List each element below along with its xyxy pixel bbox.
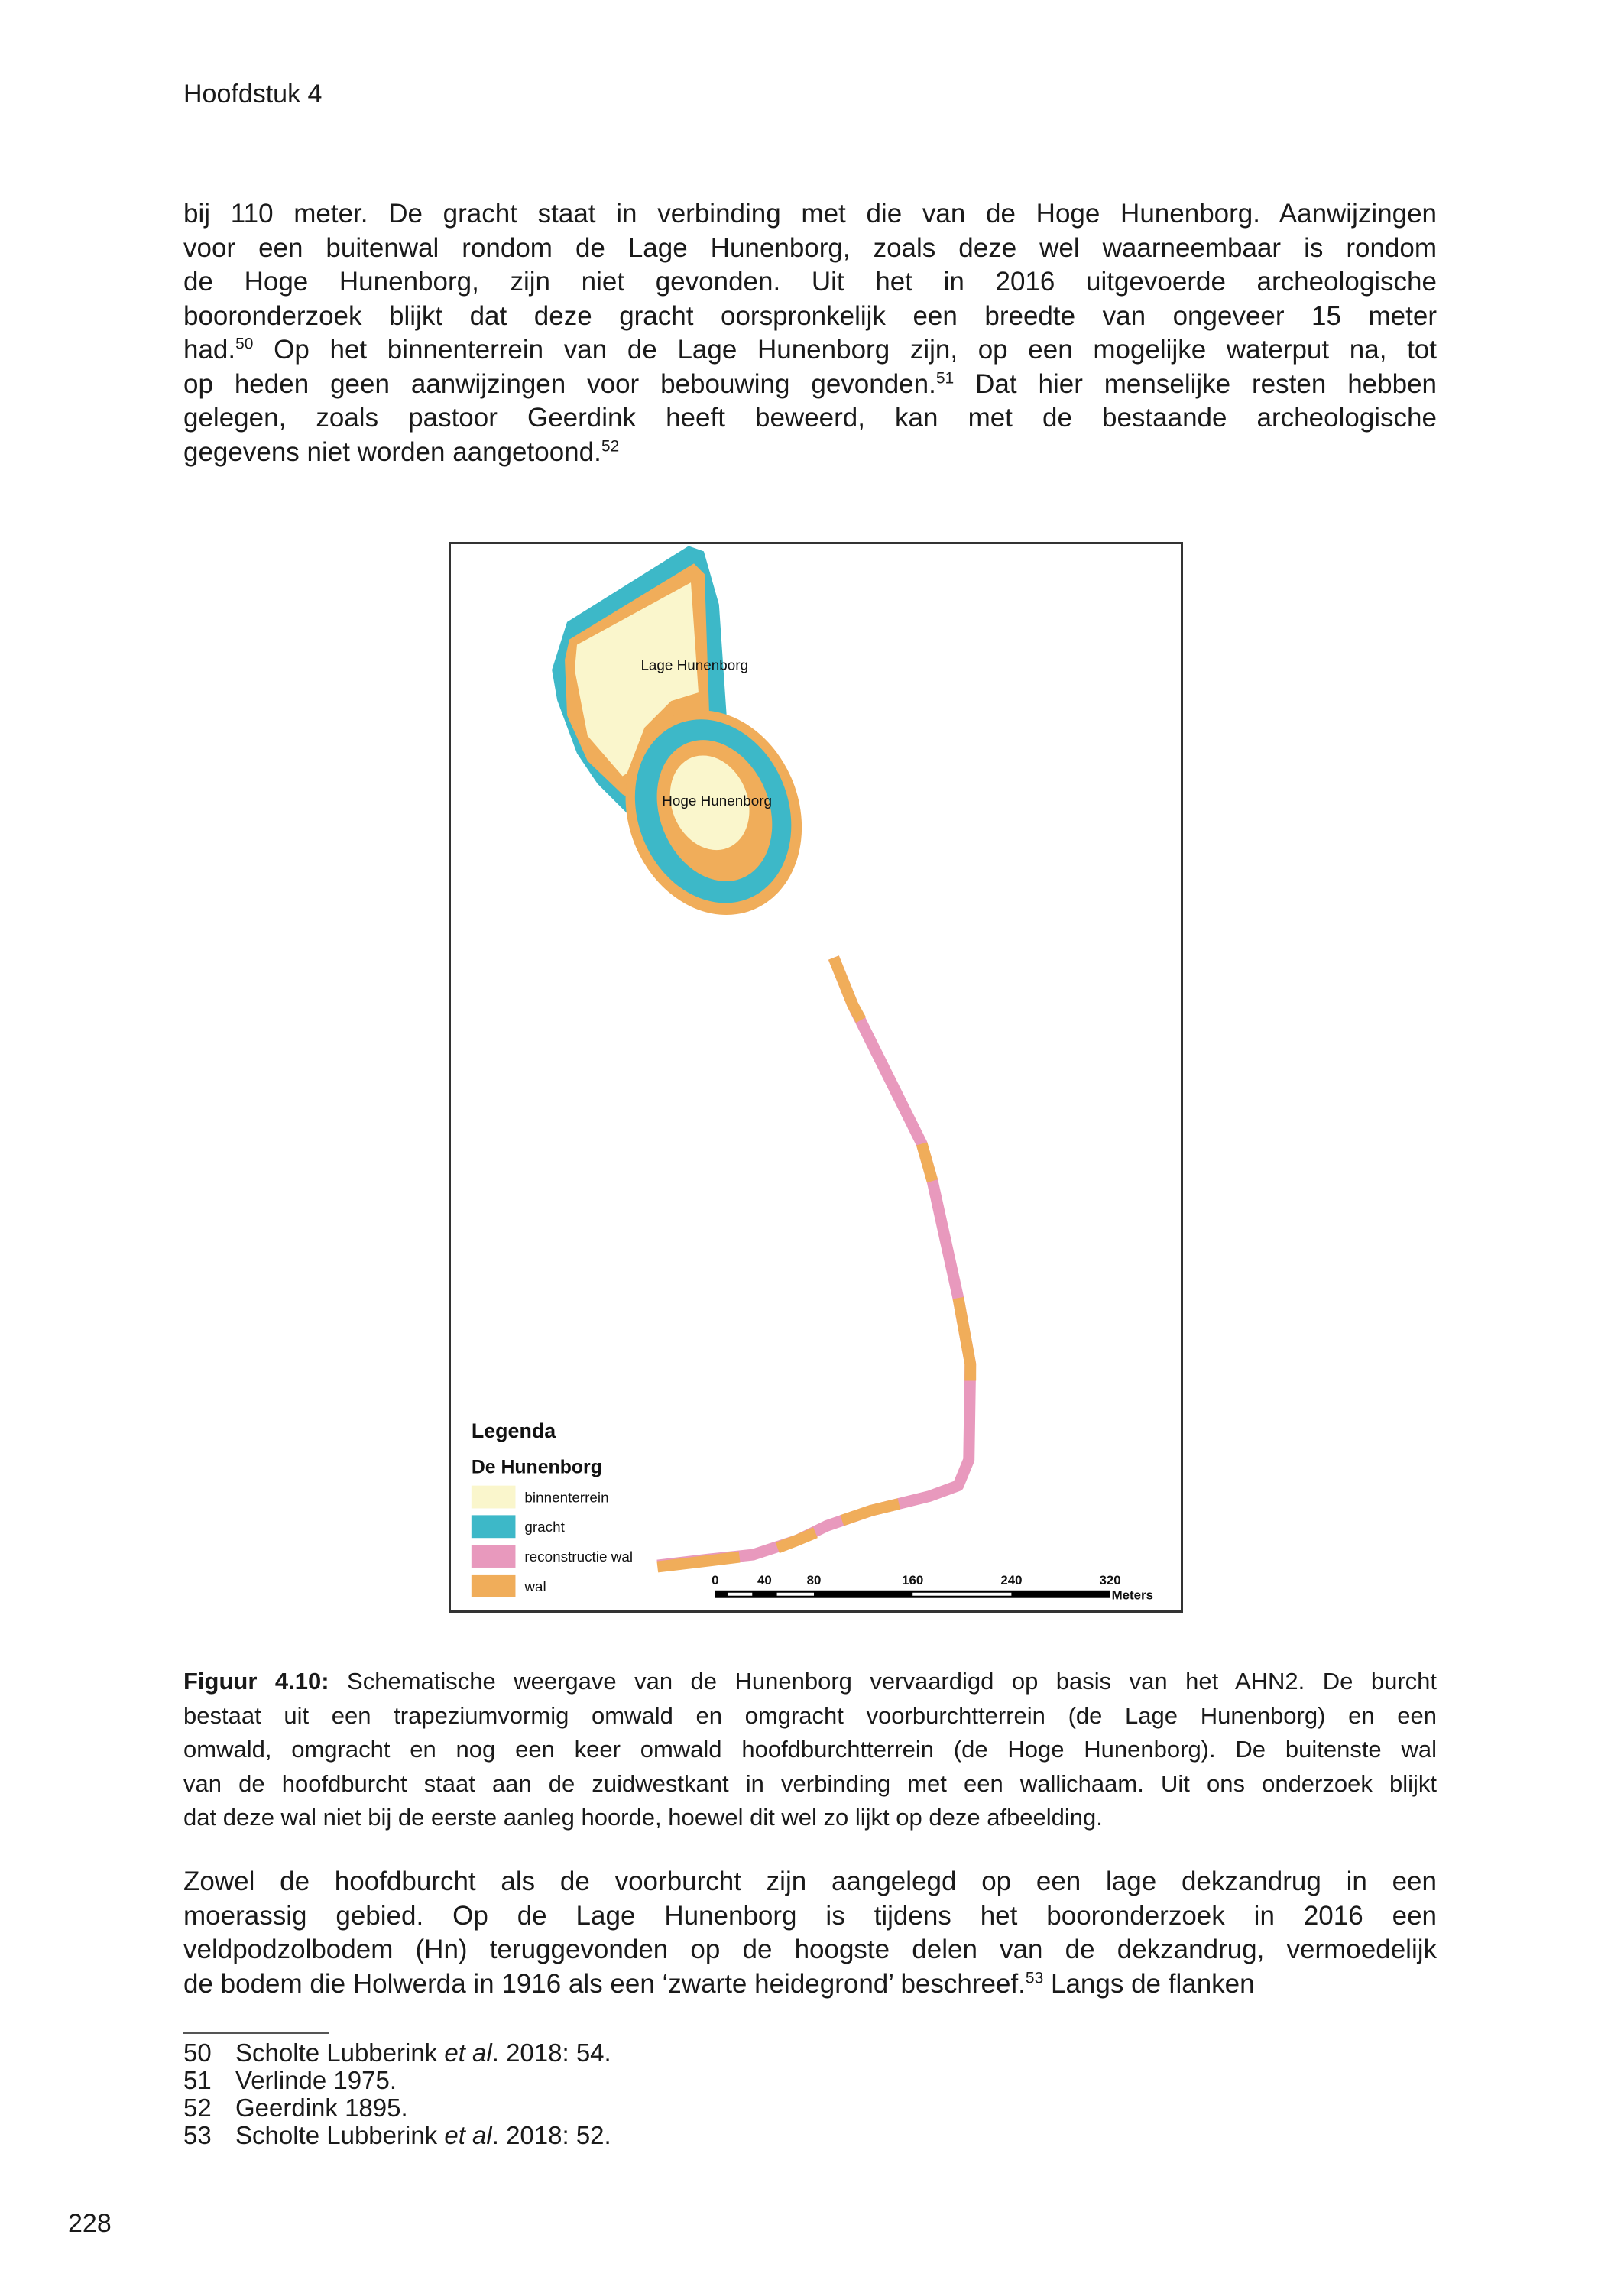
- footnote-number: 51: [183, 2066, 212, 2094]
- legend-label: gracht: [524, 1519, 565, 1536]
- line-text: gegevens niet worden aangetoond.: [183, 436, 601, 467]
- legend-label: binnenterrein: [524, 1490, 609, 1507]
- line-text: Op het binnenterrein van de Lage Hunenborg zijn, op een mogelijke waterput na, tot: [253, 335, 1437, 365]
- line-text: Zowel de hoofdburcht als de voorburcht zijn aangelegd op een lage dekzandrug in een: [183, 1867, 1437, 1896]
- line-text: omwald, omgracht en nog een keer omwald hoofdburchtterrein (de Hoge Hunenborg). De buitenste wal: [183, 1736, 1437, 1763]
- footnote-item: [183, 2122, 611, 2149]
- page-number: 228: [68, 2209, 112, 2238]
- map-svg: [451, 544, 1181, 1610]
- text-line: [183, 368, 1437, 402]
- footnote-text: . 2018: 54.: [491, 2038, 611, 2067]
- text-line: [183, 1699, 1437, 1734]
- wal-segment: [842, 1503, 900, 1520]
- label-hoge-hunenborg: Hoge Hunenborg: [662, 793, 773, 810]
- line-text: Langs de flanken: [1043, 1968, 1255, 1999]
- reconstructie-wal-line: [657, 958, 970, 1565]
- footnote-item: [183, 2039, 611, 2067]
- scale-bar: [712, 1573, 1153, 1603]
- body-paragraph-1: [183, 197, 1437, 469]
- line-text: bestaat uit een trapeziumvormig omwald en omgracht voorburchtterrein (de Lage Hunenborg) en een: [183, 1701, 1437, 1729]
- wal-segment: [834, 958, 861, 1020]
- line-text: Schematische weergave van de Hunenborg vervaardigd op basis van het AHN2. De burcht: [329, 1668, 1437, 1695]
- text-line: [183, 1865, 1437, 1899]
- text-line: [183, 436, 1437, 470]
- wal-segment: [958, 1298, 971, 1380]
- legend-swatch: [472, 1515, 516, 1538]
- footnote-text: Scholte Lubberink: [235, 2121, 445, 2149]
- text-line: [183, 333, 1437, 368]
- legend-title: Legenda: [471, 1419, 556, 1443]
- line-text: op heden geen aanwijzingen voor bebouwing gevonden.: [183, 368, 936, 399]
- footnote-item: [183, 2067, 611, 2094]
- line-text: moerassig gebied. Op de Lage Hunenborg is tijdens het booronderzoek in 2016 een: [183, 1900, 1437, 1931]
- scale-unit-label: Meters: [1111, 1588, 1153, 1603]
- footnote-ref[interactable]: 52: [601, 436, 620, 455]
- figure-map-hunenborg: [449, 542, 1183, 1613]
- footnote-divider: [183, 2032, 329, 2034]
- label-lage-hunenborg: Lage Hunenborg: [640, 657, 749, 674]
- scale-tick-label: 40: [757, 1572, 772, 1588]
- text-line: [183, 1801, 1437, 1835]
- legend-subtitle: De Hunenborg: [471, 1457, 602, 1478]
- text-line: [183, 1665, 1437, 1699]
- footnote-ref[interactable]: 50: [235, 335, 254, 353]
- legend-swatch: [472, 1486, 516, 1509]
- running-header: Hoofdstuk 4: [183, 79, 323, 109]
- legend-swatch: [472, 1575, 516, 1597]
- line-text: de bodem die Holwerda in 1916 als een ‘zwarte heidegrond’ beschreef.: [183, 1968, 1026, 1999]
- line-text: Dat hier menselijke resten hebben: [954, 368, 1438, 399]
- legend-label: wal: [524, 1578, 546, 1595]
- scale-tick-label: 0: [712, 1572, 719, 1588]
- scale-tick-label: 160: [902, 1572, 924, 1588]
- line-text: gelegen, zoals pastoor Geerdink heeft beweerd, kan met de bestaande archeologische: [183, 403, 1437, 433]
- footnote-ref[interactable]: 53: [1025, 1968, 1044, 1987]
- scale-tick-label: 240: [1000, 1572, 1023, 1588]
- text-line: [183, 1967, 1437, 2002]
- wal-segment: [777, 1532, 815, 1548]
- footnote-italic: et al: [444, 2121, 492, 2149]
- footnote-text: Scholte Lubberink: [235, 2038, 445, 2067]
- footnote-ref[interactable]: 51: [935, 368, 955, 387]
- line-text: booronderzoek blijkt dat deze gracht oorspronkelijk een breedte van ongeveer 15 meter: [183, 300, 1437, 331]
- footnote-text: Geerdink 1895.: [235, 2094, 408, 2122]
- legend-label: reconstructie wal: [524, 1549, 634, 1566]
- footnote-number: 52: [183, 2094, 212, 2122]
- scale-bar-segment: [728, 1593, 752, 1596]
- line-text: bij 110 meter. De gracht staat in verbinding met die van de Hoge Hunenborg. Aanwijzingen: [183, 199, 1437, 229]
- footnote-number: 53: [183, 2121, 212, 2149]
- footnote-text: Verlinde 1975.: [235, 2066, 397, 2094]
- line-text: veldpodzolbodem (Hn) teruggevonden op de hoogste delen van de dekzandrug, vermoedelijk: [183, 1935, 1437, 1964]
- legend-swatch: [472, 1545, 516, 1568]
- text-line: [183, 401, 1437, 436]
- text-line: [183, 300, 1437, 334]
- footnote-italic: et al: [444, 2038, 492, 2067]
- scale-tick-label: 320: [1099, 1572, 1121, 1588]
- line-text: had.: [183, 335, 236, 365]
- footnotes: [183, 2039, 611, 2149]
- line-text: van de hoofdburcht staat aan de zuidwestkant in verbinding met een wallichaam. Uit ons onderzoek blijkt: [183, 1769, 1437, 1797]
- line-text: de Hoge Hunenborg, zijn niet gevonden. Uit het in 2016 uitgevoerde archeologische: [183, 267, 1437, 297]
- text-line: [183, 197, 1437, 232]
- figure-caption: [183, 1665, 1437, 1835]
- line-text: voor een buitenwal rondom de Lage Hunenborg, zoals deze wel waarneembaar is rondom: [183, 232, 1437, 263]
- text-line: [183, 232, 1437, 266]
- line-text: dat deze wal niet bij de eerste aanleg hoorde, hoewel dit wel zo lijkt op deze afbeelding.: [183, 1804, 1103, 1831]
- scale-bar-body: [715, 1591, 1110, 1598]
- wal-segment: [922, 1143, 932, 1181]
- text-line: [183, 265, 1437, 300]
- footnote-number: 50: [183, 2038, 212, 2067]
- footnote-text: . 2018: 52.: [491, 2121, 611, 2149]
- text-line: [183, 1899, 1437, 1934]
- scale-bar-segment: [777, 1593, 814, 1596]
- text-line: [183, 1933, 1437, 1967]
- figure-label: Figuur 4.10:: [183, 1668, 329, 1695]
- body-paragraph-2: [183, 1865, 1437, 2001]
- footnote-item: [183, 2094, 611, 2122]
- text-line: [183, 1733, 1437, 1767]
- scale-bar-segment: [912, 1593, 1011, 1596]
- text-line: [183, 1767, 1437, 1802]
- scale-tick-label: 80: [806, 1572, 822, 1588]
